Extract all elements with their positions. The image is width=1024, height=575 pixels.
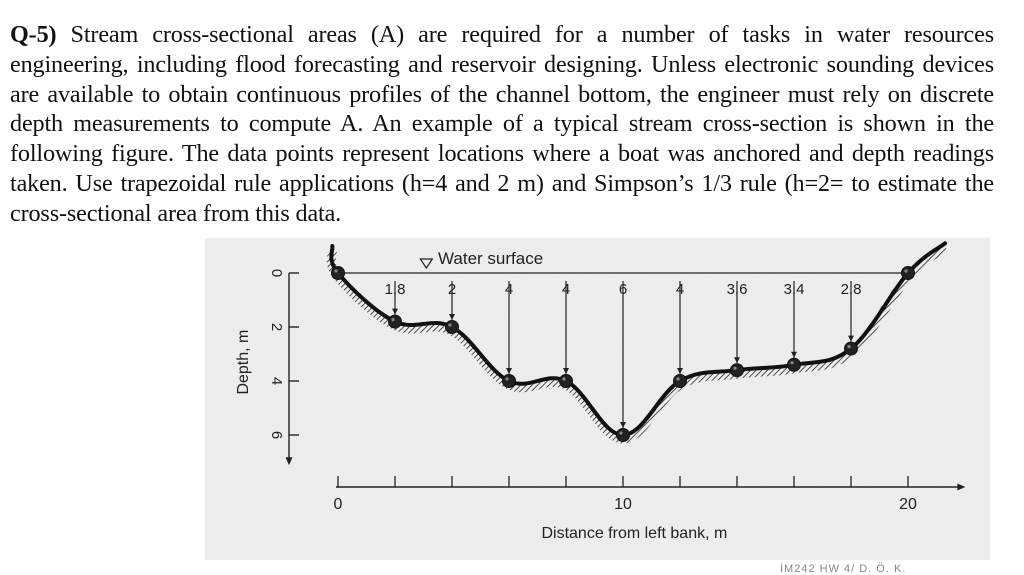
depth-label: 6 — [618, 281, 628, 298]
data-point — [902, 267, 915, 280]
question-text — [10, 20, 994, 229]
y-tick-label: 2 — [268, 322, 286, 332]
data-point-highlight — [904, 269, 907, 272]
data-point-highlight — [562, 377, 565, 380]
data-point — [503, 375, 516, 388]
data-point — [389, 315, 402, 328]
y-tick-label: 0 — [268, 268, 286, 278]
depth-label: 2 — [447, 281, 457, 298]
depth-label: 3.6 — [726, 281, 748, 298]
data-point — [788, 358, 801, 371]
y-tick-label: 6 — [268, 430, 286, 440]
data-point-highlight — [847, 345, 850, 348]
depth-label: 3.4 — [783, 281, 805, 298]
depth-label: 4 — [561, 281, 571, 298]
data-point — [674, 375, 687, 388]
data-point-highlight — [790, 361, 793, 364]
x-tick-label: 20 — [899, 496, 917, 513]
data-point-highlight — [619, 431, 622, 434]
data-point — [332, 267, 345, 280]
data-point-highlight — [448, 323, 451, 326]
data-point-highlight — [733, 367, 736, 370]
data-point-highlight — [334, 269, 337, 272]
cross-section-chart — [205, 238, 990, 560]
page-footer: İM242 HW 4/ D. Ö. K. — [780, 563, 907, 575]
figure-grain — [205, 238, 990, 560]
question-number: Q-5) — [10, 21, 57, 48]
depth-label: 4 — [504, 281, 514, 298]
data-point — [731, 364, 744, 377]
data-point-highlight — [391, 318, 394, 321]
question-body: Stream cross-sectional areas (A) are required for a number of tasks in water resources engineering, including flood forecasting and reservoir designing. Unless electronic sounding devices are available to obtain continuous profiles of the channel bottom, the engineer must rely on discrete depth measurements to compute A. An example of a typical stream cross-section is shown in the following figure. The data points represent locations where a boat was anchored and depth readings taken. Use trapezoidal rule applications (h=4 and 2 m) and Simpson’s 1/3 rule (h=2= to estimate the cross-sectional area from this data. — [10, 21, 994, 227]
depth-label: 1.8 — [384, 281, 406, 298]
data-point — [560, 375, 573, 388]
x-tick-label: 10 — [614, 496, 632, 513]
data-point-highlight — [505, 377, 508, 380]
y-tick-label: 4 — [268, 376, 286, 386]
x-axis-label: Distance from left bank, m — [541, 525, 728, 542]
y-axis-label: Depth, m — [235, 329, 252, 395]
depth-label: 4 — [675, 281, 685, 298]
data-point — [845, 342, 858, 355]
x-tick-label: 0 — [333, 496, 343, 513]
data-point-highlight — [676, 377, 679, 380]
data-point — [446, 321, 459, 334]
water-surface-label: Water surface — [438, 249, 544, 268]
data-point — [617, 429, 630, 442]
cross-section-figure — [205, 238, 990, 560]
depth-label: 2.8 — [840, 281, 862, 298]
